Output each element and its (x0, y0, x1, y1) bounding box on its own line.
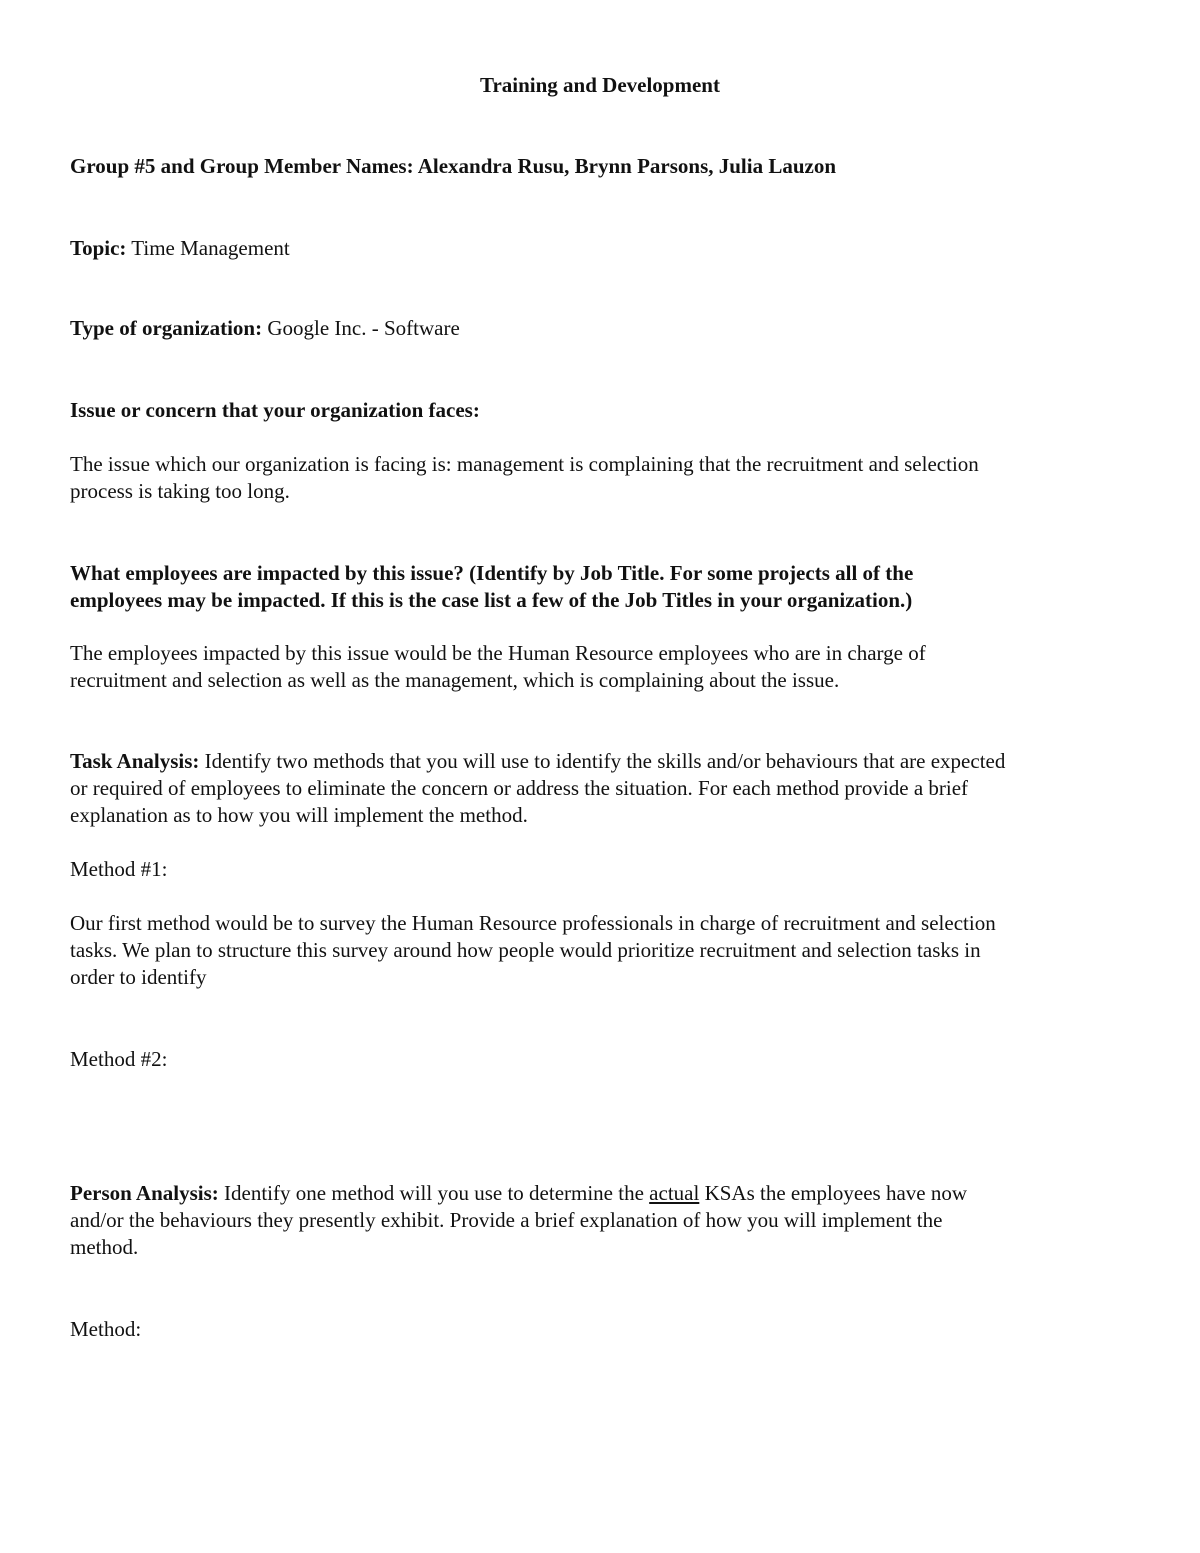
impacted-heading-line-2: employees may be impacted. If this is the case list a few of the Job Titles in your organization.) (70, 588, 913, 612)
person-analysis-text-post: KSAs the employees have now (699, 1181, 968, 1205)
task-analysis-line-3: explanation as to how you will implement the method. (70, 803, 528, 827)
person-analysis-line-1 (70, 1180, 967, 1207)
document-title: Training and Development (480, 73, 720, 97)
impacted-answer-line-1: The employees impacted by this issue would be the Human Resource employees who are in charge of (70, 641, 926, 665)
method1-label: Method #1: (70, 857, 168, 881)
topic-label: Topic: (70, 236, 127, 260)
person-method-label: Method: (70, 1317, 142, 1341)
impacted-heading-line-1: What employees are impacted by this issue? (Identify by Job Title. For some projects all of the (70, 561, 914, 585)
person-analysis-label: Person Analysis: (70, 1181, 219, 1205)
topic-value: Time Management (126, 236, 290, 260)
person-analysis-text-pre: Identify one method will you use to determine the (218, 1181, 650, 1205)
task-analysis-line-2: or required of employees to eliminate the concern or address the situation. For each method provide a brief (70, 776, 969, 800)
org-type-line (70, 315, 460, 342)
impacted-answer-line-2: recruitment and selection as well as the management, which is complaining about the issue. (70, 668, 840, 692)
task-analysis-text: Identify two methods that you will use to identify the skills and/or behaviours that are expected (199, 749, 1006, 773)
issue-answer-line-1: The issue which our organization is facing is: management is complaining that the recruitment and selection (70, 452, 979, 476)
person-analysis-underlined-word: actual (649, 1181, 700, 1205)
org-type-label: Type of organization: (70, 316, 263, 340)
method1-line-3: order to identify (70, 965, 207, 989)
task-analysis-label: Task Analysis: (70, 749, 200, 773)
org-type-value: Google Inc. - Software (262, 316, 460, 340)
group-members-line: Group #5 and Group Member Names: Alexandra Rusu, Brynn Parsons, Julia Lauzon (70, 154, 837, 178)
method1-line-2: tasks. We plan to structure this survey around how people would prioritize recruitment and selection tasks in (70, 938, 981, 962)
task-analysis-line-1 (70, 748, 1005, 775)
method1-line-1: Our first method would be to survey the Human Resource professionals in charge of recruitment and selection (70, 911, 996, 935)
method2-label: Method #2: (70, 1047, 168, 1071)
topic-line (70, 235, 290, 262)
person-analysis-line-3: method. (70, 1235, 139, 1259)
person-analysis-line-2: and/or the behaviours they presently exhibit. Provide a brief explanation of how you will implement the (70, 1208, 943, 1232)
issue-heading: Issue or concern that your organization faces: (70, 398, 480, 422)
issue-answer-line-2: process is taking too long. (70, 479, 290, 503)
